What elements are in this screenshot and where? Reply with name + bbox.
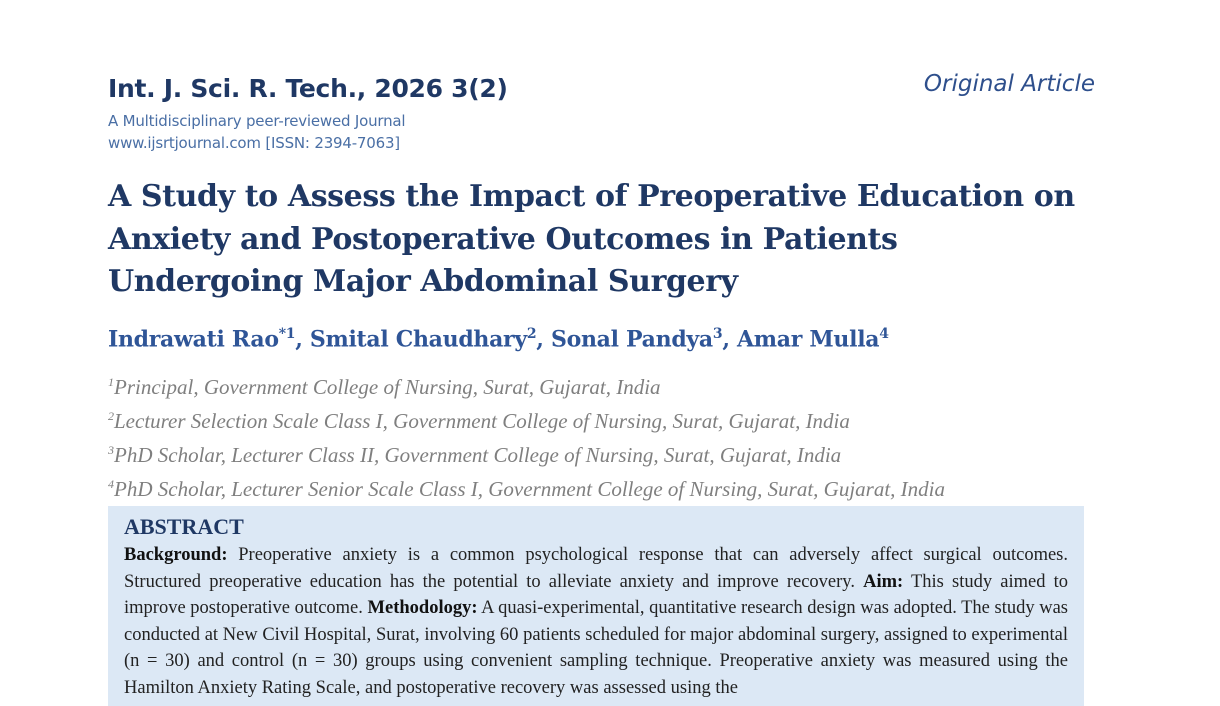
author-name: Indrawati Rao: [108, 326, 279, 353]
author-mark: 4: [879, 326, 889, 342]
affiliation-text: Principal, Government College of Nursing, Surat, Gujarat, India: [114, 375, 661, 399]
aim-text: This study aimed to improve postoperative outcome.: [124, 571, 1068, 618]
abstract-body: [124, 542, 1068, 701]
journal-website-link[interactable]: www.ijsrtjournal.com [ISSN: 2394-7063]: [108, 134, 400, 152]
affiliation-text: Lecturer Selection Scale Class I, Government College of Nursing, Surat, Gujarat, India: [114, 409, 850, 433]
author-name: Amar Mulla: [737, 326, 880, 353]
background-label: Background:: [124, 545, 228, 565]
author-name: Sonal Pandya: [551, 326, 713, 353]
affiliation-number: 1: [108, 375, 114, 389]
affiliation-list: [108, 368, 945, 504]
affiliation-item: [108, 436, 945, 470]
author-list: Indrawati Rao$^{*1}$, Smital Chaudhary$^2$, Sonal Pandya$^3$, Amar Mulla$^4$: [108, 326, 889, 353]
author-mark: 2: [526, 326, 537, 342]
aim-label: Aim:: [863, 571, 904, 592]
methodology-text: A quasi-experimental, quantitative research design was adopted. The study was conducted at New Civil Hospital, Surat, involving 60 patients scheduled for major abdominal surgery, assigned to experimental (n = 30) and control (n = 30) groups using convenient sampling technique. Preoperative anxiety was measured using the Hamilton Anxiety Rating Scale, and postoperative recovery was assessed using the: [124, 598, 1068, 698]
affiliation-item: [108, 368, 945, 402]
journal-description: A Multidisciplinary peer-reviewed Journal: [108, 112, 406, 130]
affiliation-number: 4: [108, 477, 114, 491]
abstract-heading: ABSTRACT: [124, 514, 244, 539]
affiliation-number: 2: [108, 409, 114, 423]
methodology-label: Methodology:: [367, 598, 478, 618]
affiliation-text: PhD Scholar, Lecturer Class II, Government College of Nursing, Surat, Gujarat, India: [114, 443, 842, 467]
abstract-box: [108, 506, 1084, 706]
author-name: Smital Chaudhary: [309, 326, 527, 353]
author-mark: *1: [278, 326, 296, 342]
affiliation-number: 3: [108, 443, 114, 457]
affiliation-text: PhD Scholar, Lecturer Senior Scale Class I, Government College of Nursing, Surat, Gujarat, India: [114, 477, 945, 501]
paper-title: A Study to Assess the Impact of Preoperative Education on Anxiety and Postoperative Outcomes in Patients Undergoing Major Abdominal Surgery: [108, 179, 1075, 299]
journal-citation: Int. J. Sci. R. Tech., 2026 3(2): [108, 74, 508, 103]
background-text: Preoperative anxiety is a common psychological response that can adversely affect surgical outcomes. Structured preoperative education has the potential to alleviate anxiety and improve recovery.: [124, 545, 1068, 592]
affiliation-item: [108, 470, 945, 504]
article-type-label: Original Article: [923, 71, 1095, 97]
author-mark: 3: [712, 326, 723, 342]
affiliation-item: [108, 402, 945, 436]
